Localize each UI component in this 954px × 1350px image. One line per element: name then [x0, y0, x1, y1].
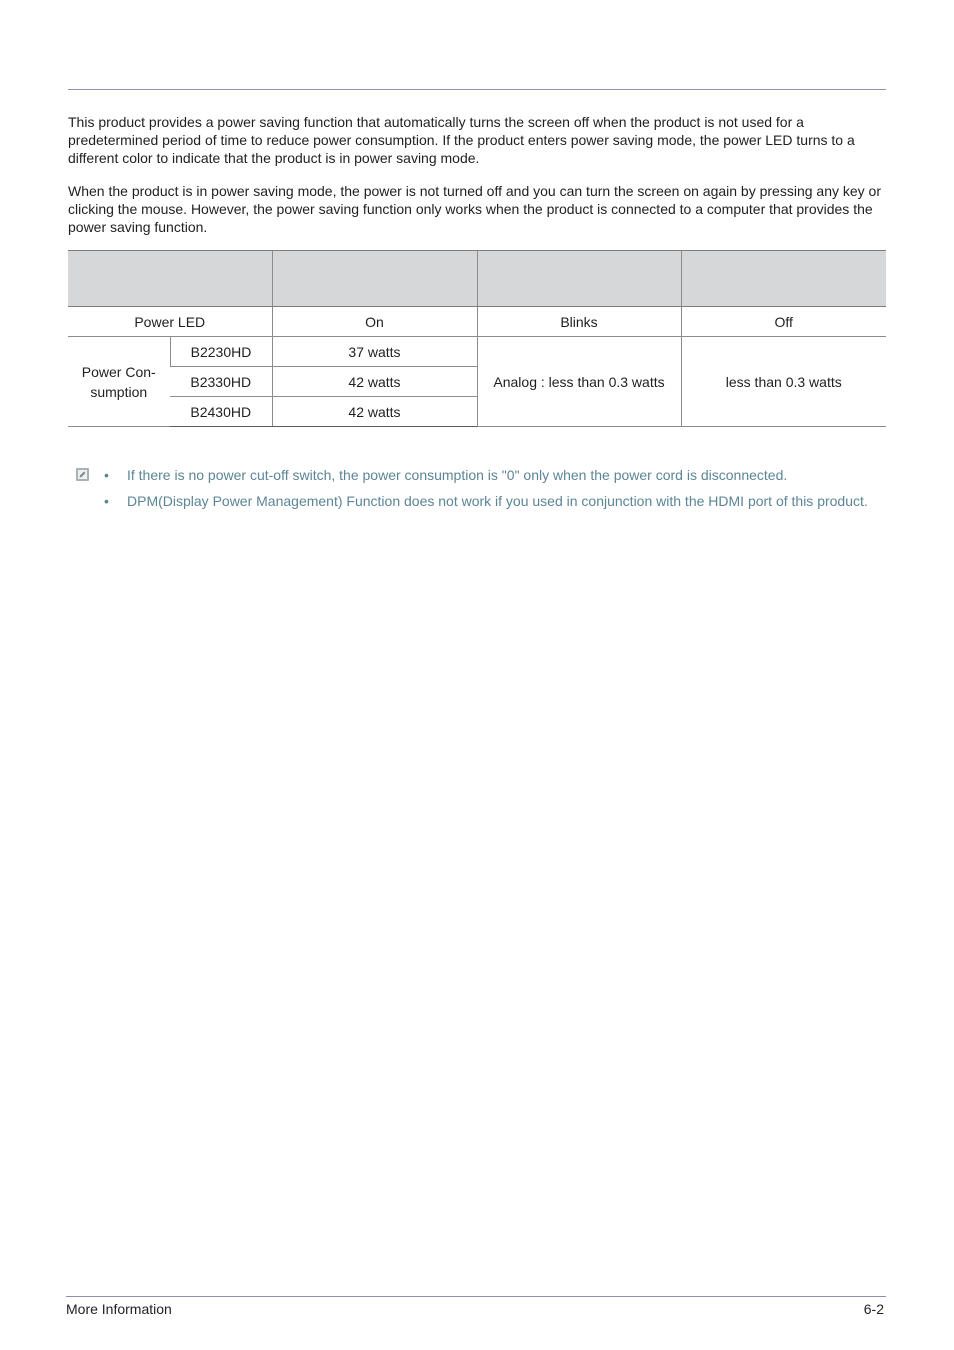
header-cell-2: [272, 251, 477, 307]
bullet: •: [104, 493, 109, 509]
power-consumption-label-line2: sumption: [90, 383, 148, 400]
power-consumption-label: [68, 337, 170, 427]
list-item: [104, 466, 904, 484]
model-cell: B2430HD: [170, 397, 272, 427]
footer-rule: [66, 1296, 886, 1297]
saving-mode-value: Analog : less than 0.3 watts: [477, 337, 681, 427]
footer-section-title: More Information: [66, 1301, 172, 1317]
watts-cell: 42 watts: [272, 397, 477, 427]
intro-paragraph-1: This product provides a power saving function that automatically turns the screen off when the product is not used for a predetermined period of time to reduce power consumption. If the product enters power saving mode, the power LED turns to a different color to indicate that the product is in power saving mode.: [68, 114, 855, 166]
note-pencil-icon: [76, 468, 89, 481]
power-led-on: On: [272, 307, 477, 337]
power-led-blinks: Blinks: [477, 307, 681, 337]
note-text: DPM(Display Power Management) Function does not work if you used in conjunction with the HDMI port of this product.: [127, 493, 868, 509]
table-row: [68, 307, 886, 337]
table-header-row: [68, 251, 886, 307]
watts-cell: 42 watts: [272, 367, 477, 397]
header-cell-3: [477, 251, 681, 307]
power-led-off: Off: [681, 307, 886, 337]
off-mode-value: less than 0.3 watts: [681, 337, 886, 427]
power-consumption-label-line1: Power Con-: [81, 363, 156, 380]
watts-cell: 37 watts: [272, 337, 477, 367]
bullet: •: [104, 467, 109, 483]
page-number: 6-2: [863, 1301, 884, 1317]
model-cell: B2330HD: [170, 367, 272, 397]
power-saving-table: [68, 250, 886, 427]
table-row: [68, 337, 886, 367]
note-list: [104, 466, 904, 518]
header-cell-1: [68, 251, 272, 307]
list-item: [104, 492, 904, 510]
power-led-label: Power LED: [68, 307, 272, 337]
model-cell: B2230HD: [170, 337, 272, 367]
header-cell-4: [681, 251, 886, 307]
intro-paragraph-2: When the product is in power saving mode, the power is not turned off and you can turn the screen on again by pressing any key or clicking the mouse. However, the power saving function only works when the product is connected to a computer that provides the power saving function.: [68, 183, 881, 235]
top-rule: [68, 89, 886, 90]
note-text: If there is no power cut-off switch, the power consumption is "0" only when the power cord is disconnected.: [127, 467, 788, 483]
